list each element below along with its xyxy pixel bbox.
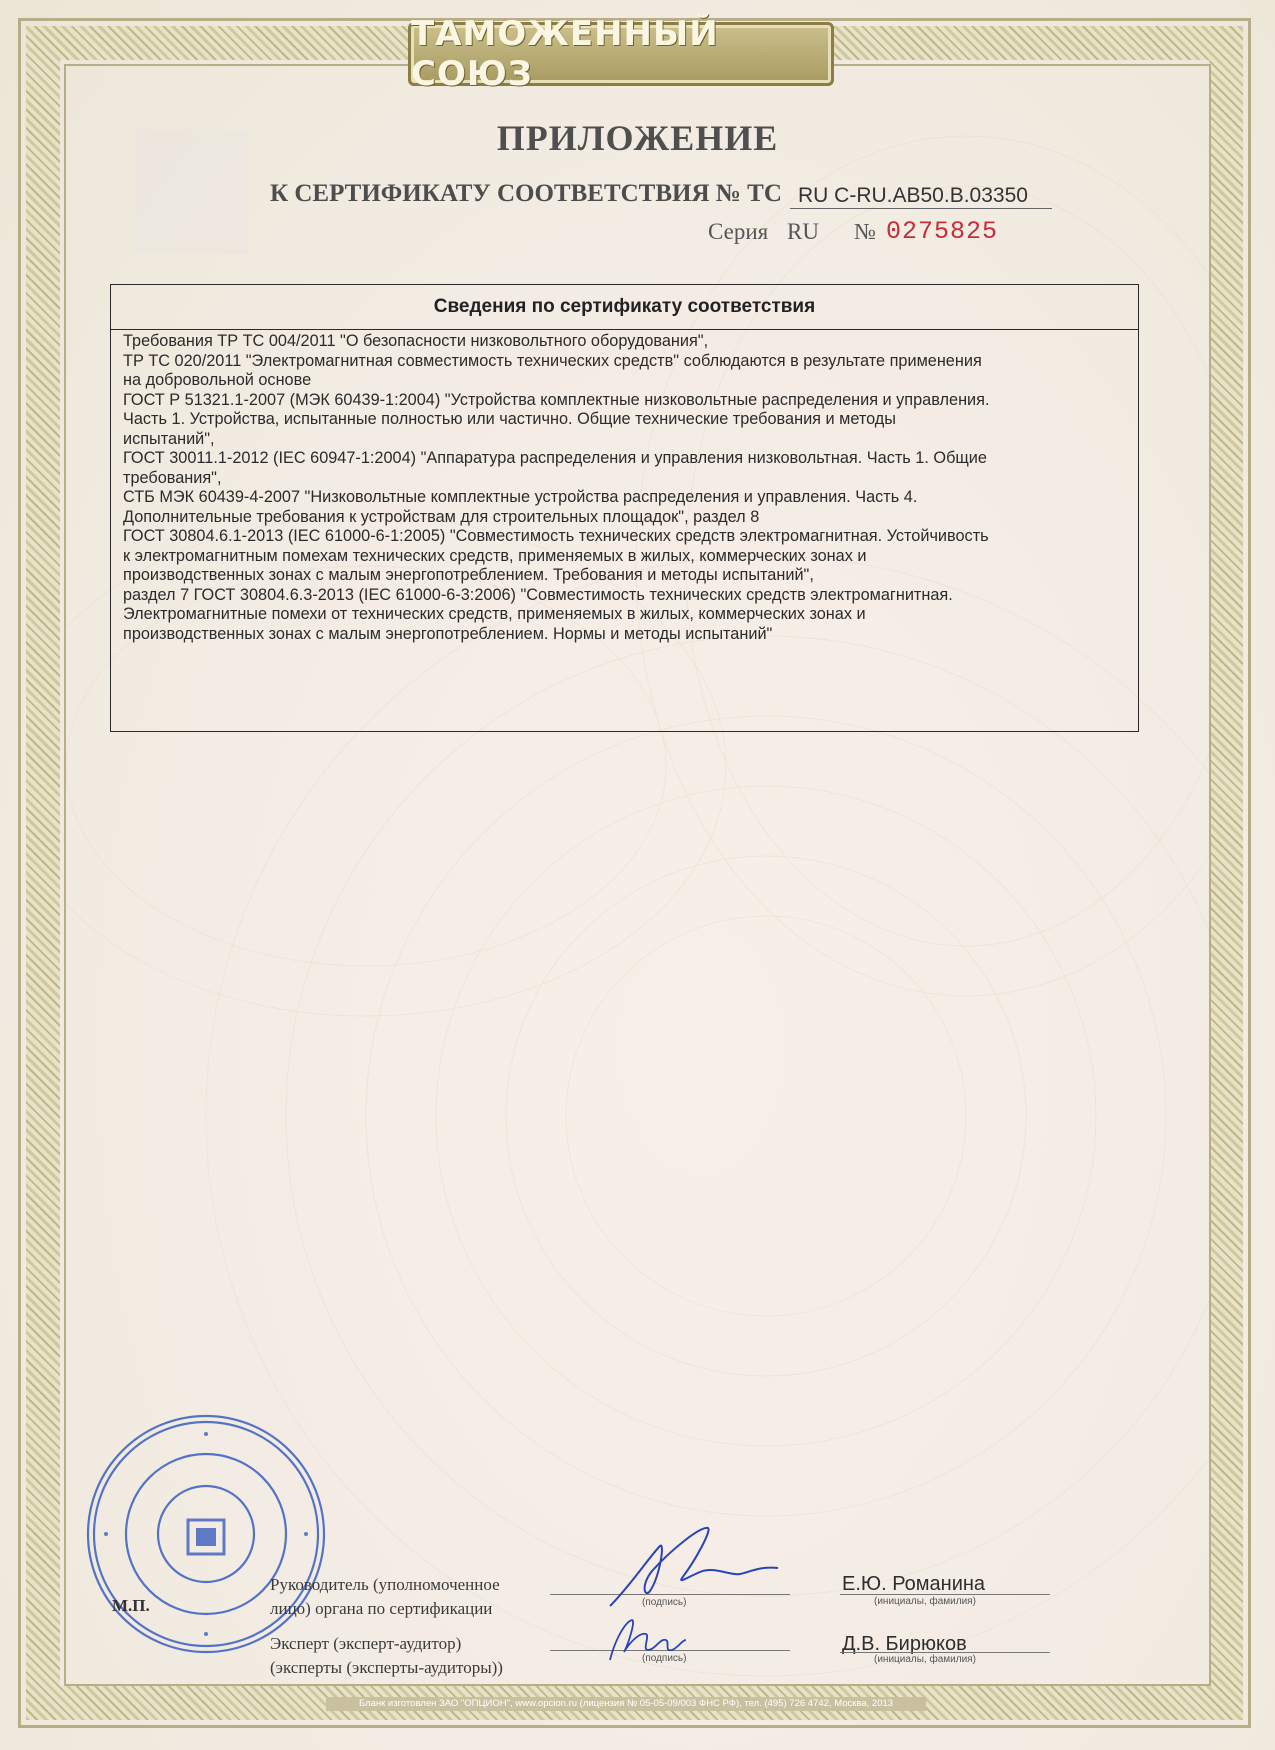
head-label-line1: Руководитель (уполномоченное [270, 1575, 500, 1594]
head-name: Е.Ю. Романина [842, 1573, 986, 1595]
series-value: RU [787, 219, 819, 244]
expert-signature-caption: (подпись) [642, 1653, 687, 1664]
head-label-line2: лицо) органа по сертификации [270, 1599, 493, 1618]
head-name-caption: (инициалы, фамилия) [874, 1596, 976, 1607]
info-line: производственных зонах с малым энергопотреблением. Нормы и методы испытаний" [123, 624, 773, 643]
expert-name-caption: (инициалы, фамилия) [874, 1654, 976, 1665]
seal-place-label: М.П. [112, 1596, 150, 1615]
blank-manufacturer-footer: Бланк изготовлен ЗАО "ОПЦИОН", www.opcion.ru (лицензия № 05-05-09/003 ФНС РФ), тел. (495) 726 4742, Москва, 2013 [326, 1697, 926, 1711]
info-line: СТБ МЭК 60439-4-2007 "Низковольтные комплектные устройства распределения и управления. Часть 4. [123, 488, 918, 506]
info-line: производственных зонах с малым энергопотреблением. Требования и методы испытаний", [123, 566, 814, 584]
page-title: ПРИЛОЖЕНИЕ [496, 118, 779, 158]
certificate-label: К СЕРТИФИКАТУ СООТВЕТСТВИЯ № ТС [270, 180, 782, 207]
expert-name: Д.В. Бирюков [842, 1633, 967, 1655]
expert-label-line2: (эксперты (эксперты-аудиторы)) [270, 1658, 503, 1677]
info-line: Электромагнитные помехи от технических средств, применяемых в жилых, коммерческих зонах и [123, 605, 866, 623]
info-line: Часть 1. Устройства, испытанные полностью или частично. Общие технические требования и методы [123, 410, 897, 428]
info-line: Дополнительные требования к устройствам для строительных площадок", раздел 8 [123, 507, 760, 526]
certificate-number: RU C-RU.АВ50.В.03350 [798, 184, 1028, 207]
expert-signature [600, 1610, 690, 1670]
info-heading: Сведения по сертификату соответствия [111, 285, 1138, 330]
series-label: Серия [708, 219, 769, 244]
certificate-info-table [110, 284, 1139, 732]
info-line: ГОСТ Р 51321.1-2007 (МЭК 60439-1:2004) "Устройства комплектные низковольтные распределения и управления. [123, 390, 990, 409]
expert-label-line1: Эксперт (эксперт-аудитор) [270, 1634, 462, 1653]
info-line: ТР ТС 020/2011 "Электромагнитная совместимость технических средств" соблюдаются в результате применения [123, 351, 982, 370]
info-line: ГОСТ 30804.6.1-2013 (IEC 61000-6-1:2005) "Совместимость технических средств электромагнитная. Устойчивость [123, 527, 989, 545]
certificate-number-underline [790, 208, 1052, 209]
info-line: к электромагнитным помехам технических средств, применяемых в жилых, коммерческих зонах и [123, 546, 867, 565]
head-name-line [840, 1594, 1050, 1595]
number-sign: № [854, 219, 876, 244]
info-line: раздел 7 ГОСТ 30804.6.3-2013 (IEC 61000-6-3:2006) "Совместимость технических средств электромагнитная. [123, 585, 953, 604]
info-line: ГОСТ 30011.1-2012 (IEC 60947-1:2004) "Аппаратура распределения и управления низковольтная. Часть 1. Общие [123, 449, 987, 467]
head-signature-caption: (подпись) [642, 1597, 687, 1608]
info-line: испытаний", [123, 429, 215, 448]
info-line: Требования ТР ТС 004/2011 "О безопасности низковольтного оборудования", [123, 332, 709, 350]
customs-union-banner [408, 14, 834, 94]
banner-text: ТАМОЖЕННЫЙ СОЮЗ [411, 14, 719, 94]
info-line: на добровольной основе [123, 371, 312, 389]
info-line: требования", [123, 468, 222, 487]
info-body [111, 330, 1138, 644]
expert-name-line [840, 1652, 1050, 1653]
blank-serial-number: 0275825 [886, 217, 999, 246]
